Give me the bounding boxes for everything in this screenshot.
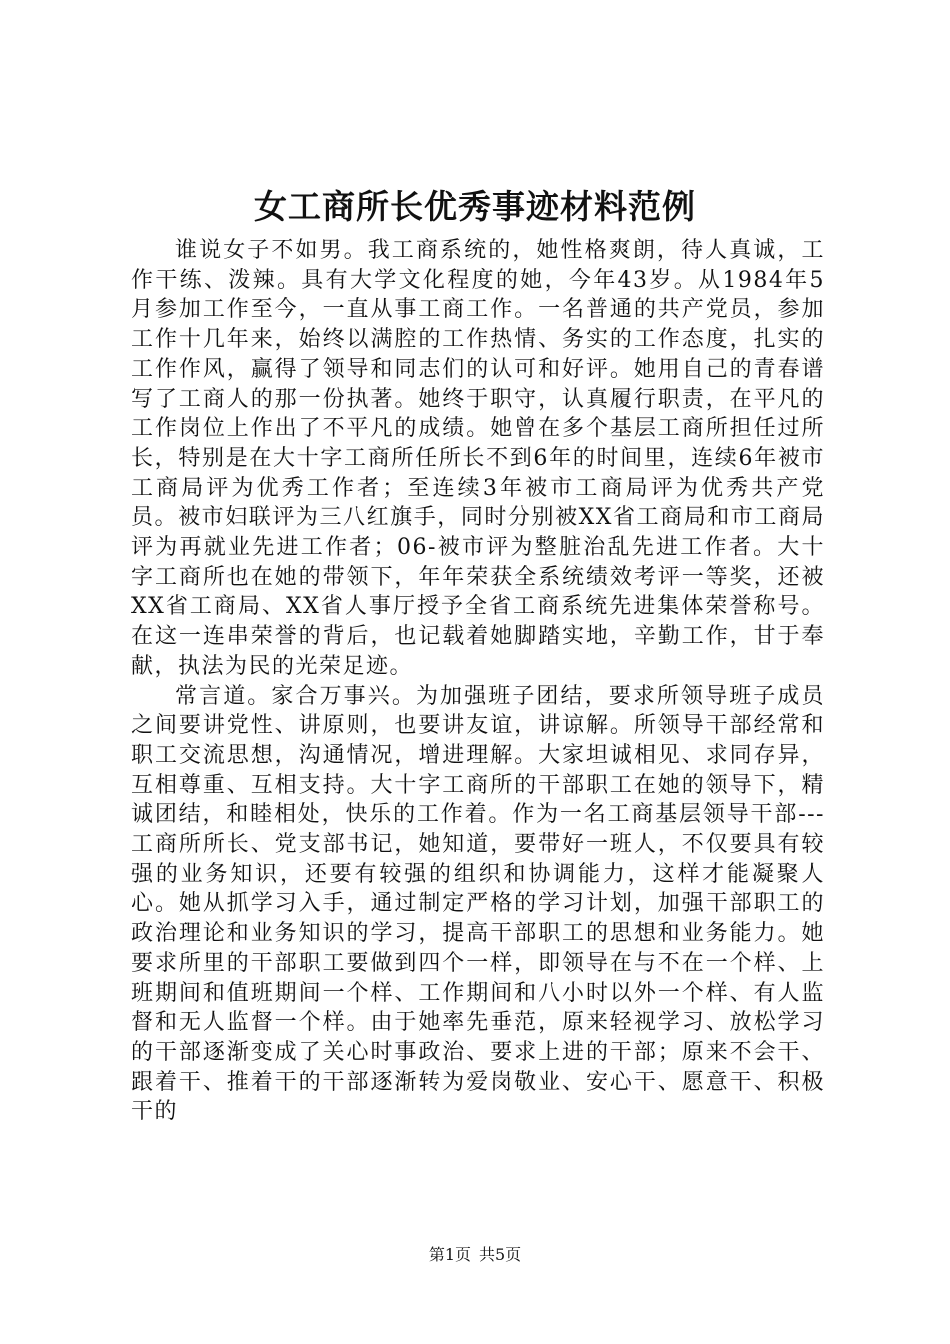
paragraph: 常言道。家合万事兴。为加强班子团结，要求所领导班子成员之间要讲党性、讲原则，也要讲友谊，讲谅解。所领导干部经常和职工交流思想，沟通情况，增进理解。大家坦诚相见、求同存异，互相尊重、互相支持。大十字工商所的干部职工在她的领导下，精诚团结，和睦相处，快乐的工作着。作为一名工商基层领导干部---工商所所长、党支部书记，她知道，要带好一班人，不仅要具有较强的业务知识，还要有较强的组织和协调能力，这样才能凝聚人心。她从抓学习入手，通过制定严格的学习计划，加强干部职工的政治理论和业务知识的学习，提高干部职工的思想和业务能力。她要求所里的干部职工要做到四个一样，即领导在与不在一个样、上班期间和值班期间一个样、工作期间和八小时以外一个样、有人监督和无人监督一个样。由于她率先垂范，原来轻视学习、放松学习的干部逐渐变成了关心时事政治、要求上进的干部；原来不会干、跟着干、推着干的干部逐渐转为爱岗敬业、安心干、愿意干、积极干的 [131,683,825,1125]
document-body [131,236,825,1127]
document-title: 女工商所长优秀事迹材料范例 [254,187,696,226]
paragraph: 谁说女子不如男。我工商系统的，她性格爽朗，待人真诚，工作干练、泼辣。具有大学文化程度的她，今年43岁。从1984年5月参加工作至今，一直从事工商工作。一名普通的共产党员，参加工作十几年来，始终以满腔的工作热情、务实的工作态度，扎实的工作作风，赢得了领导和同志们的认可和好评。她用自己的青春谱写了工商人的那一份执著。她终于职守，认真履行职责，在平凡的工作岗位上作出了不平凡的成绩。她曾在多个基层工商所担任过所长，特别是在大十字工商所任所长不到6年的时间里，连续6年被市工商局评为优秀工作者；至连续3年被市工商局评为优秀共产党员。被市妇联评为三八红旗手，同时分别被XX省工商局和市工商局评为再就业先进工作者；06-被市评为整脏治乱先进工作者。大十字工商所也在她的带领下，年年荣获全系统绩效考评一等奖，还被XX省工商局、XX省人事厅授予全省工商系统先进集体荣誉称号。在这一连串荣誉的背后，也记载着她脚踏实地，辛勤工作，甘于奉献，执法为民的光荣足迹。 [131,238,825,679]
page-footer [0,1243,950,1267]
page-number-total: 共5页 [479,1245,522,1264]
page-number-current: 第1页 [428,1245,471,1264]
